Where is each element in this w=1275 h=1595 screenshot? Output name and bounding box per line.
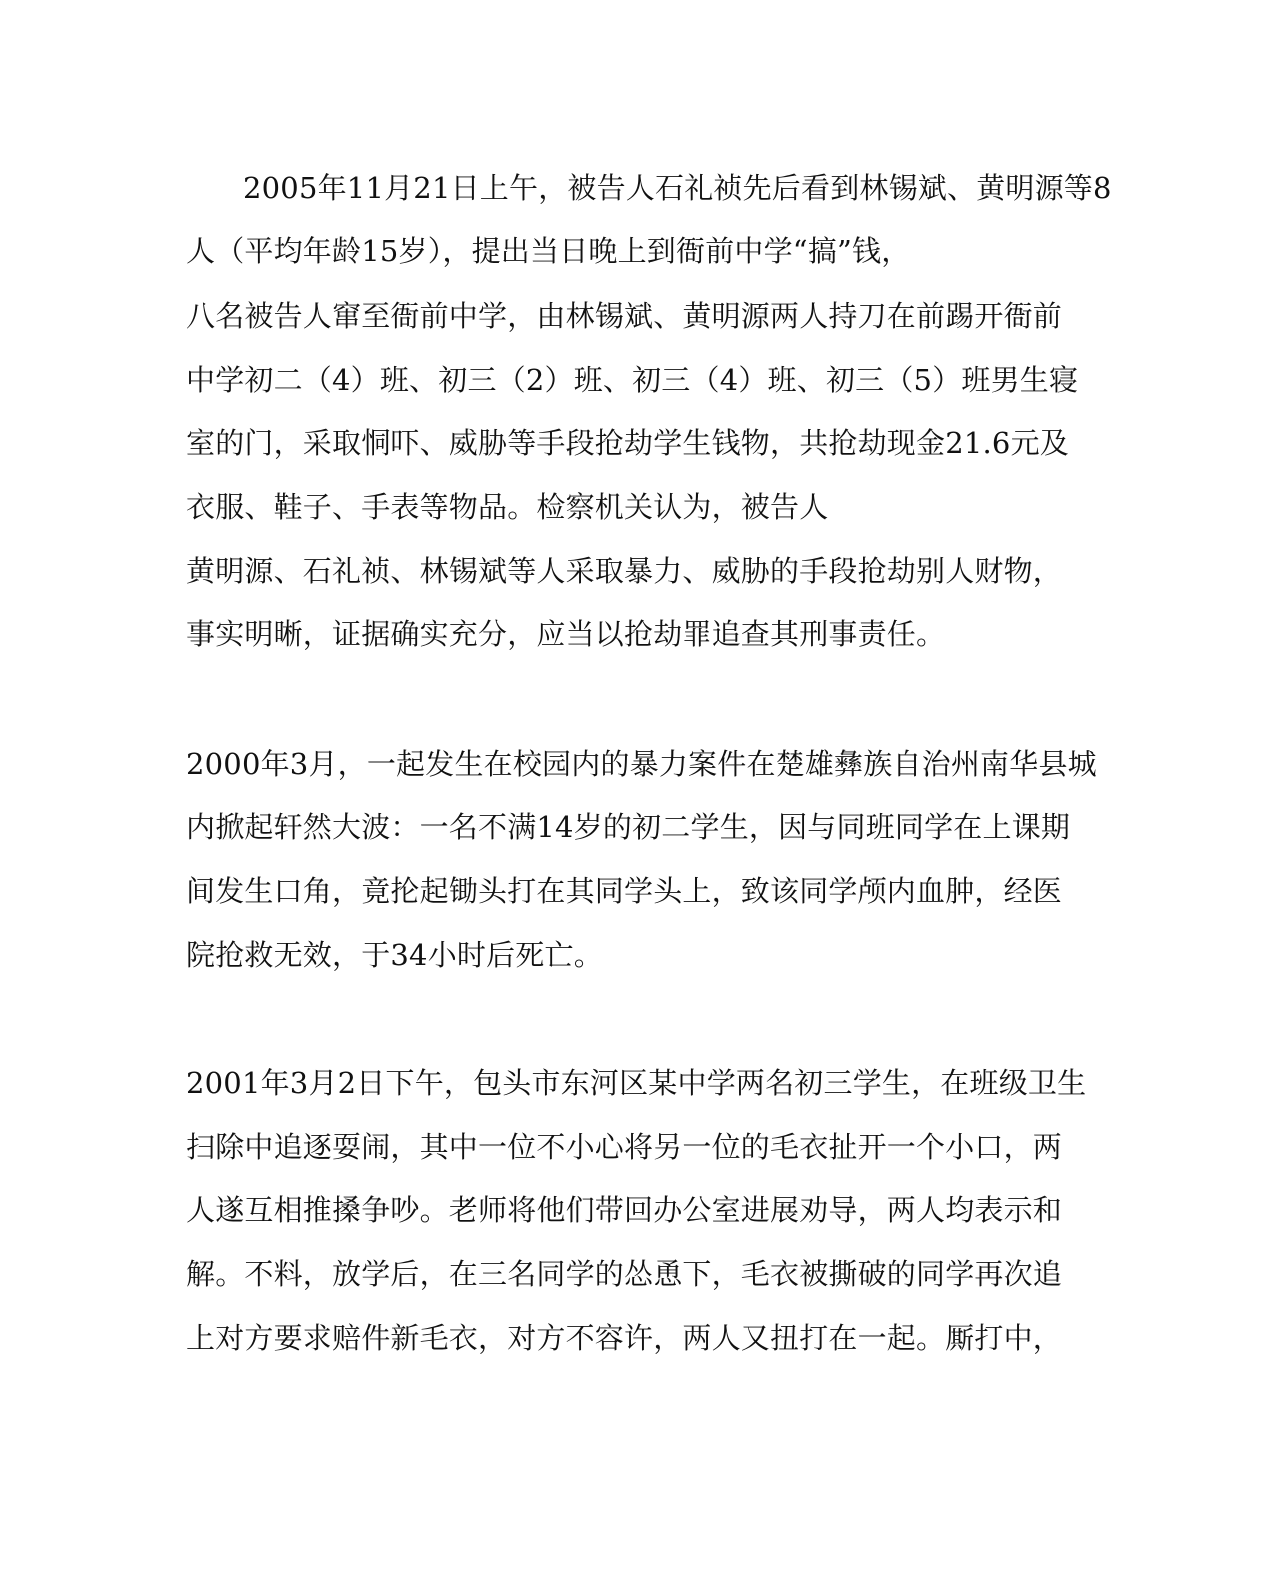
paragraph-3-line-4: 解。不料，放学后，在三名同学的怂恿下，毛衣被撕破的同学再次追 (186, 1257, 1063, 1291)
paragraph-1-line-2: 人（平均年龄15岁），提出当日晚上到衙前中学“搞”钱， (186, 234, 911, 268)
paragraph-2-line-3: 间发生口角，竟抡起锄头打在其同学头上，致该同学颅内血肿，经医 (186, 874, 1063, 908)
paragraph-1-line-6: 衣服、鞋子、手表等物品。检察机关认为，被告人 (186, 490, 829, 524)
paragraph-1-line-3: 八名被告人窜至衙前中学，由林锡斌、黄明源两人持刀在前踢开衙前 (186, 299, 1063, 333)
paragraph-3-line-2: 扫除中追逐耍闹，其中一位不小心将另一位的毛衣扯开一个小口，两 (186, 1130, 1063, 1164)
paragraph-1-line-4: 中学初二（4）班、初三（2）班、初三（4）班、初三（5）班男生寝 (186, 363, 1079, 397)
paragraph-3-line-5: 上对方要求赔件新毛衣，对方不容许，两人又扭打在一起。厮打中， (186, 1321, 1063, 1355)
paragraph-2-line-4: 院抢救无效，于34小时后死亡。 (186, 938, 603, 972)
paragraph-3-line-1: 2001年3月2日下午，包头市东河区某中学两名初三学生，在班级卫生 (186, 1066, 1087, 1100)
paragraph-3-line-3: 人遂互相推搡争吵。老师将他们带回办公室进展劝导，两人均表示和 (186, 1193, 1063, 1227)
paragraph-1-line-8: 事实明晰，证据确实充分，应当以抢劫罪追查其刑事责任。 (186, 617, 946, 651)
paragraph-1-line-5: 室的门，采取恫吓、威胁等手段抢劫学生钱物，共抢劫现金21.6元及 (186, 426, 1069, 460)
paragraph-2-line-1: 2000年3月，一起发生在校园内的暴力案件在楚雄彝族自治州南华县城 (186, 747, 1097, 781)
paragraph-1-line-1: 2005年11月21日上午，被告人石礼祯先后看到林锡斌、黄明源等8 (243, 171, 1112, 205)
paragraph-2-line-2: 内掀起轩然大波：一名不满14岁的初二学生，因与同班同学在上课期 (186, 810, 1071, 844)
paragraph-1-line-7: 黄明源、石礼祯、林锡斌等人采取暴力、威胁的手段抢劫别人财物， (186, 554, 1063, 588)
